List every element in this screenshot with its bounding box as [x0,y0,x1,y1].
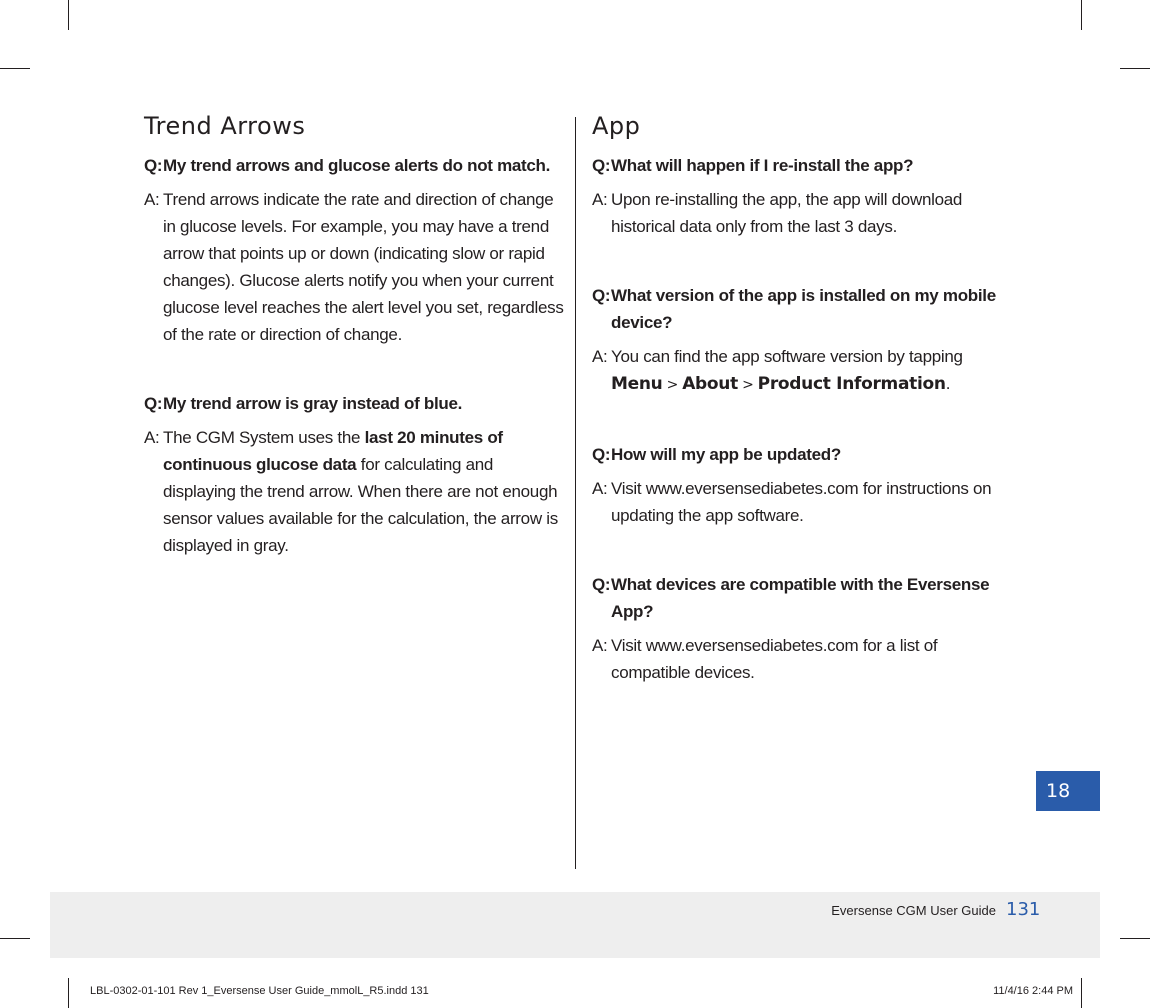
answer [592,186,1012,240]
crop-mark [1081,0,1082,30]
answer-text [163,424,564,559]
faq-item [144,152,564,348]
answer [144,186,564,348]
crop-mark [0,938,30,939]
answer-text: Visit www.eversensediabetes.com for instructions on updating the app software. [611,479,992,525]
question [592,282,1012,336]
question-prefix: Q: [592,156,611,175]
question-prefix: Q: [592,445,611,464]
question-text: What version of the app is installed on my mobile device? [611,286,996,332]
faq-item [592,571,1012,686]
question-prefix: Q: [592,575,611,594]
answer-prefix: A: [592,479,608,498]
crop-mark [1081,978,1082,1008]
left-column [144,112,564,601]
product-information-label: Product Information [757,374,946,394]
answer [592,475,1012,529]
section-title-trend-arrows: Trend Arrows [144,112,306,140]
question [144,390,564,417]
print-slug-date: 11/4/16 2:44 PM [993,985,1073,997]
menu-label: Menu [611,374,663,394]
answer-prefix: A: [144,190,160,209]
question-prefix: Q: [144,394,163,413]
answer-text: Visit www.eversensediabetes.com for a list of compatible devices. [611,636,938,682]
question-text: How will my app be updated? [611,445,841,464]
path-separator: > [662,377,683,393]
answer-text-part: for calculating and displaying the trend arrow. When there are not enough sensor values available for the calculation, the arrow is displayed in gray. [163,455,558,555]
faq-item [592,152,1012,240]
crop-mark [0,68,30,69]
question [592,152,1012,179]
crop-mark [1120,68,1150,69]
answer-text-part: . [945,374,951,393]
chapter-tab: 18 [1036,771,1100,811]
question-text: What devices are compatible with the Eversense App? [611,575,990,621]
answer-prefix: A: [592,347,608,366]
answer [144,424,564,559]
crop-mark [68,978,69,1008]
section-title-app: App [592,112,641,140]
right-column [592,112,1012,728]
question-prefix: Q: [144,156,163,175]
answer-emphasis: last 20 minutes of continuous glucose data [163,428,503,474]
print-slug-filename: LBL-0302-01-101 Rev 1_Eversense User Guide_mmolL_R5.indd 131 [90,985,429,997]
page-number: 131 [1006,899,1041,920]
question [592,441,1012,468]
answer [592,632,1012,686]
answer-prefix: A: [592,190,608,209]
footer-guide-title: Eversense CGM User Guide [831,903,996,918]
question [144,152,564,179]
answer-text: Upon re-installing the app, the app will download historical data only from the last 3 days. [611,190,963,236]
answer-prefix: A: [592,636,608,655]
column-divider [575,117,576,869]
answer [592,343,1012,399]
question [592,571,1012,625]
crop-mark [1120,938,1150,939]
answer-prefix: A: [144,428,160,447]
faq-item [592,282,1012,399]
footer-band [50,892,1100,958]
question-text: My trend arrow is gray instead of blue. [163,394,463,413]
faq-item [144,390,564,559]
about-label: About [682,374,738,394]
crop-mark [68,0,69,30]
faq-item [592,441,1012,529]
answer-text-part: The CGM System uses the [163,428,365,447]
question-prefix: Q: [592,286,611,305]
answer-text: Trend arrows indicate the rate and direction of change in glucose levels. For example, you may have a trend arrow that points up or down (indicating slow or rapid changes). Glucose alerts notify you when your current glucose level reaches the alert level you set, regardless of the rate or direction of change. [163,190,564,344]
question-text: My trend arrows and glucose alerts do not match. [163,156,551,175]
answer-text [611,343,1012,399]
question-text: What will happen if I re-install the app? [611,156,914,175]
path-separator: > [737,377,758,393]
answer-text-part: You can find the app software version by tapping [611,347,963,366]
